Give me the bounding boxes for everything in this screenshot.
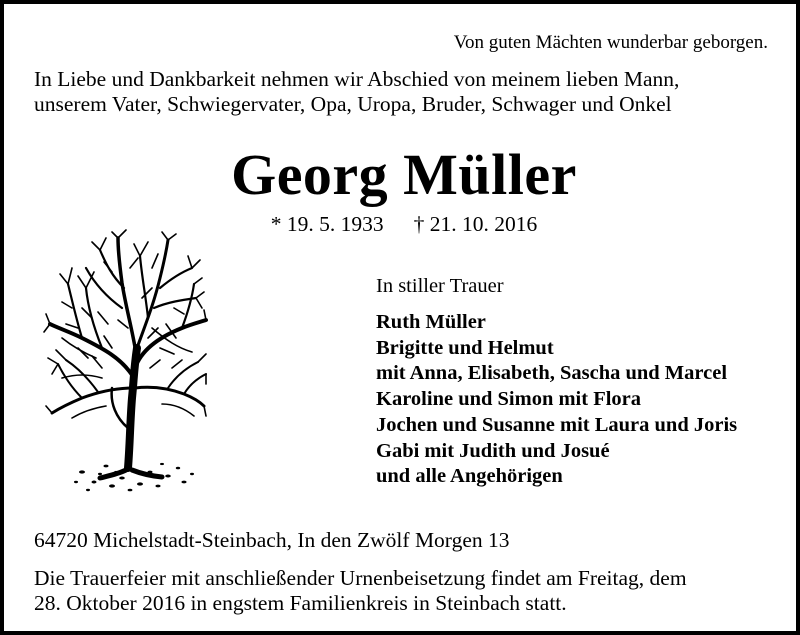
death-date: † 21. 10. 2016 <box>413 212 538 236</box>
mourner-line: mit Anna, Elisabeth, Sascha und Marcel <box>376 362 728 385</box>
mourner-line: und alle Angehörigen <box>376 465 563 488</box>
mourner-line: Jochen und Susanne mit Laura und Joris <box>376 413 738 436</box>
mourner-line: Brigitte und Helmut <box>376 336 554 359</box>
motto: Von guten Mächten wunderbar geborgen. <box>453 32 768 53</box>
deceased-name: Georg Müller <box>231 142 577 207</box>
address: 64720 Michelstadt-Steinbach, In den Zwölf Morgen 13 <box>34 528 510 552</box>
ceremony-line: Die Trauerfeier mit anschließender Urnenbeisetzung findet am Freitag, dem <box>34 566 687 590</box>
mourning-label: In stiller Trauer <box>376 275 504 297</box>
ceremony-line: 28. Oktober 2016 in engstem Familienkreis in Steinbach statt. <box>34 591 567 615</box>
ceremony-info <box>34 566 687 616</box>
mourner-line: Ruth Müller <box>376 311 486 333</box>
intro-text <box>34 67 679 117</box>
tree-icon <box>42 228 208 494</box>
intro-line: unserem Vater, Schwiegervater, Opa, Uropa, Bruder, Schwager und Onkel <box>34 92 672 116</box>
mourner-line: Karoline und Simon mit Flora <box>376 388 642 411</box>
mourners-list <box>376 310 737 490</box>
intro-line: In Liebe und Dankbarkeit nehmen wir Abschied von meinem lieben Mann, <box>34 67 680 91</box>
birth-date: * 19. 5. 1933 <box>270 212 384 236</box>
mourner-line: Gabi mit Judith und Josué <box>376 439 610 462</box>
